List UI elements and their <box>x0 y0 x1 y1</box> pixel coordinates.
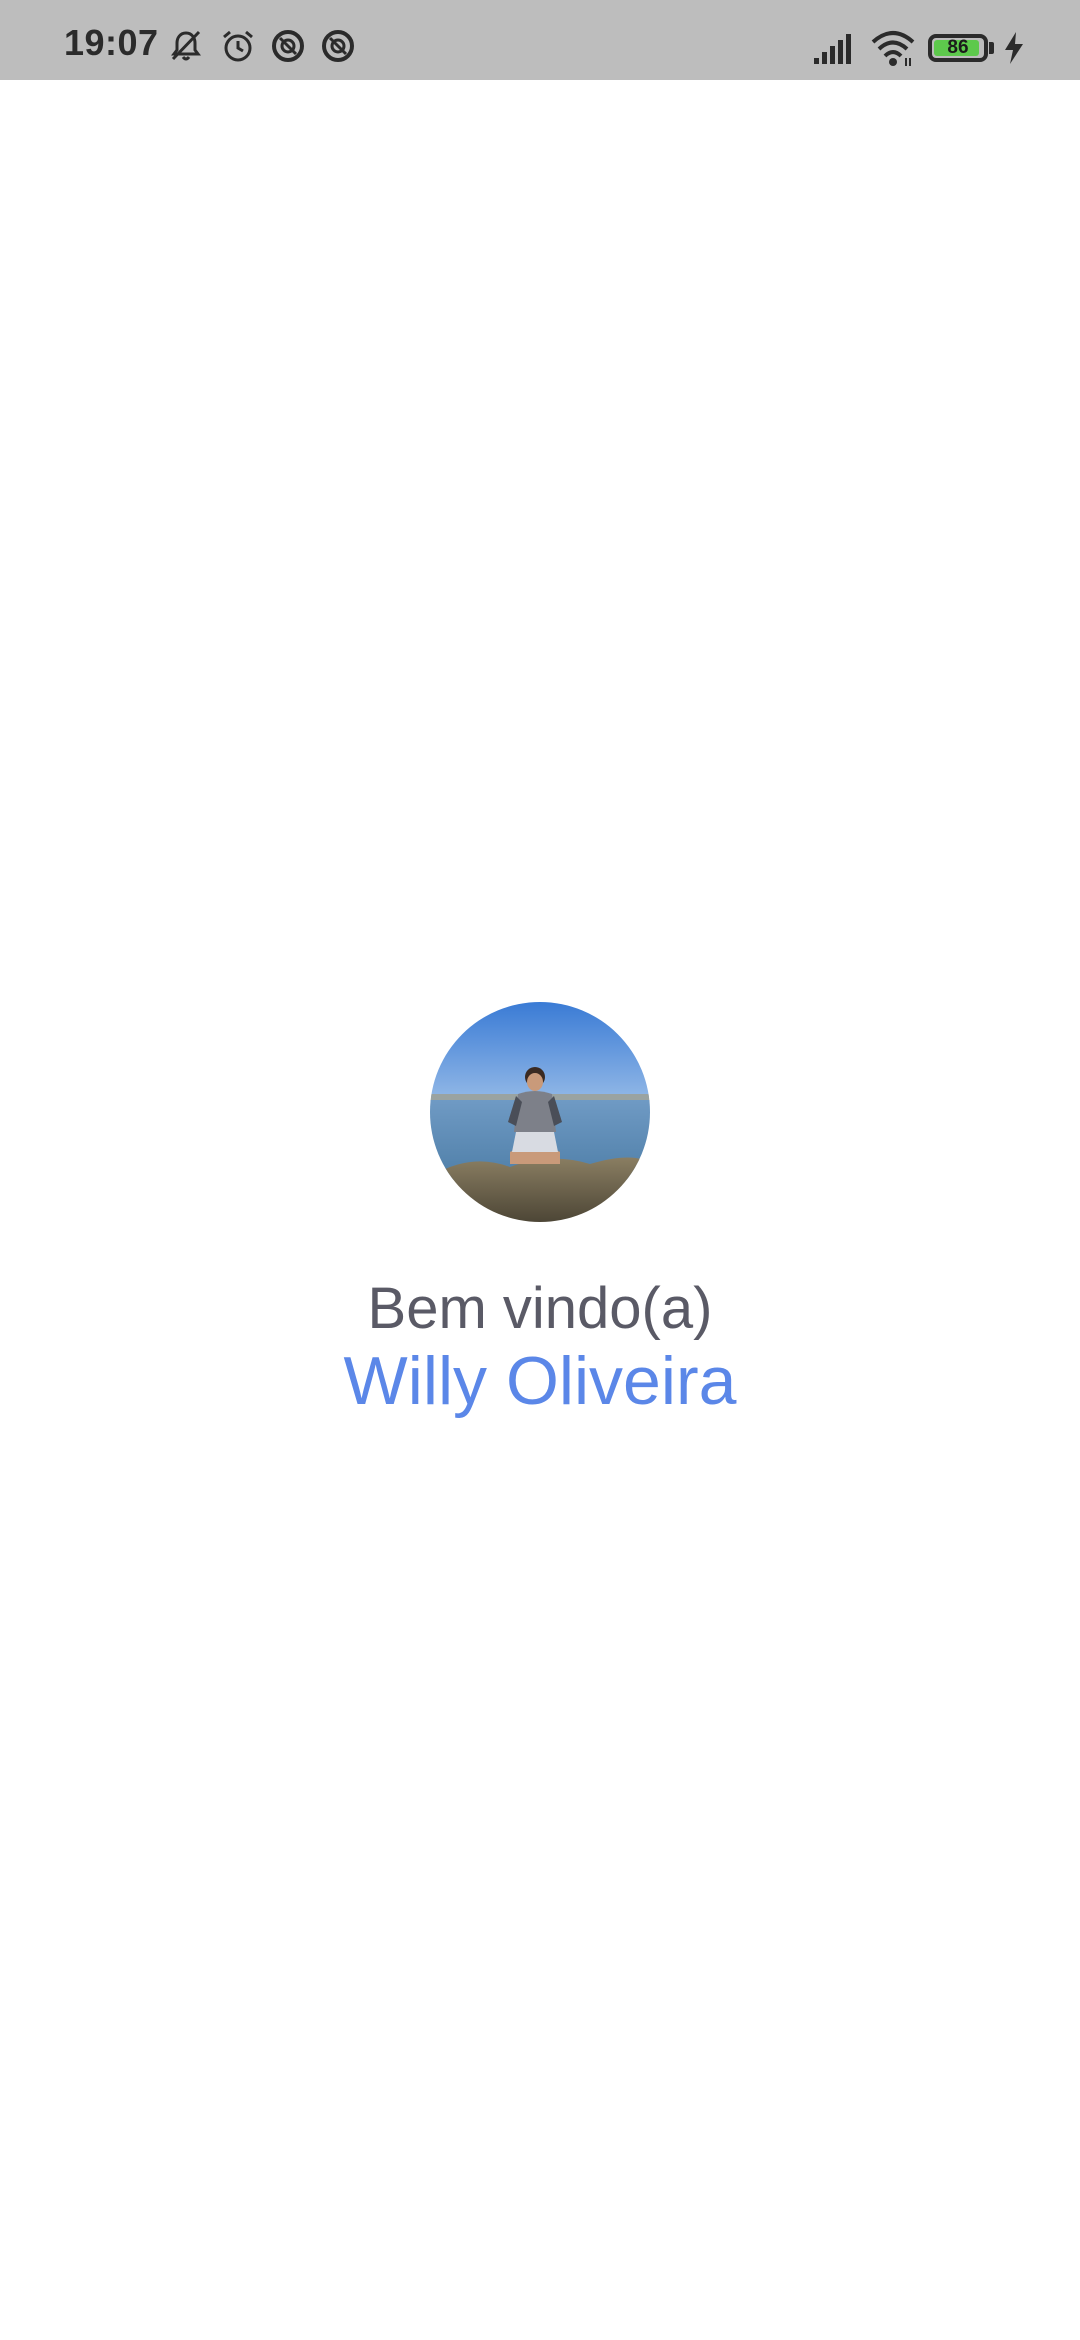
avatar <box>430 1002 650 1222</box>
app-notification-icon <box>270 28 306 64</box>
wifi-icon <box>870 28 916 68</box>
app-notification-icon <box>320 28 356 64</box>
status-time: 19:07 <box>64 22 159 63</box>
battery-icon <box>928 34 988 62</box>
bell-muted-icon <box>168 28 204 64</box>
signal-icon <box>812 32 856 66</box>
status-bar <box>0 0 1080 80</box>
alarm-clock-icon <box>220 28 256 64</box>
user-name: Willy Oliveira <box>343 1343 737 1419</box>
profile-photo <box>430 1002 650 1222</box>
charging-bolt-icon <box>1002 30 1026 66</box>
battery-tip <box>989 42 994 54</box>
welcome-greeting: Bem vindo(a) <box>367 1276 713 1341</box>
welcome-screen <box>0 80 1080 2340</box>
battery-level: 86 <box>947 37 969 58</box>
